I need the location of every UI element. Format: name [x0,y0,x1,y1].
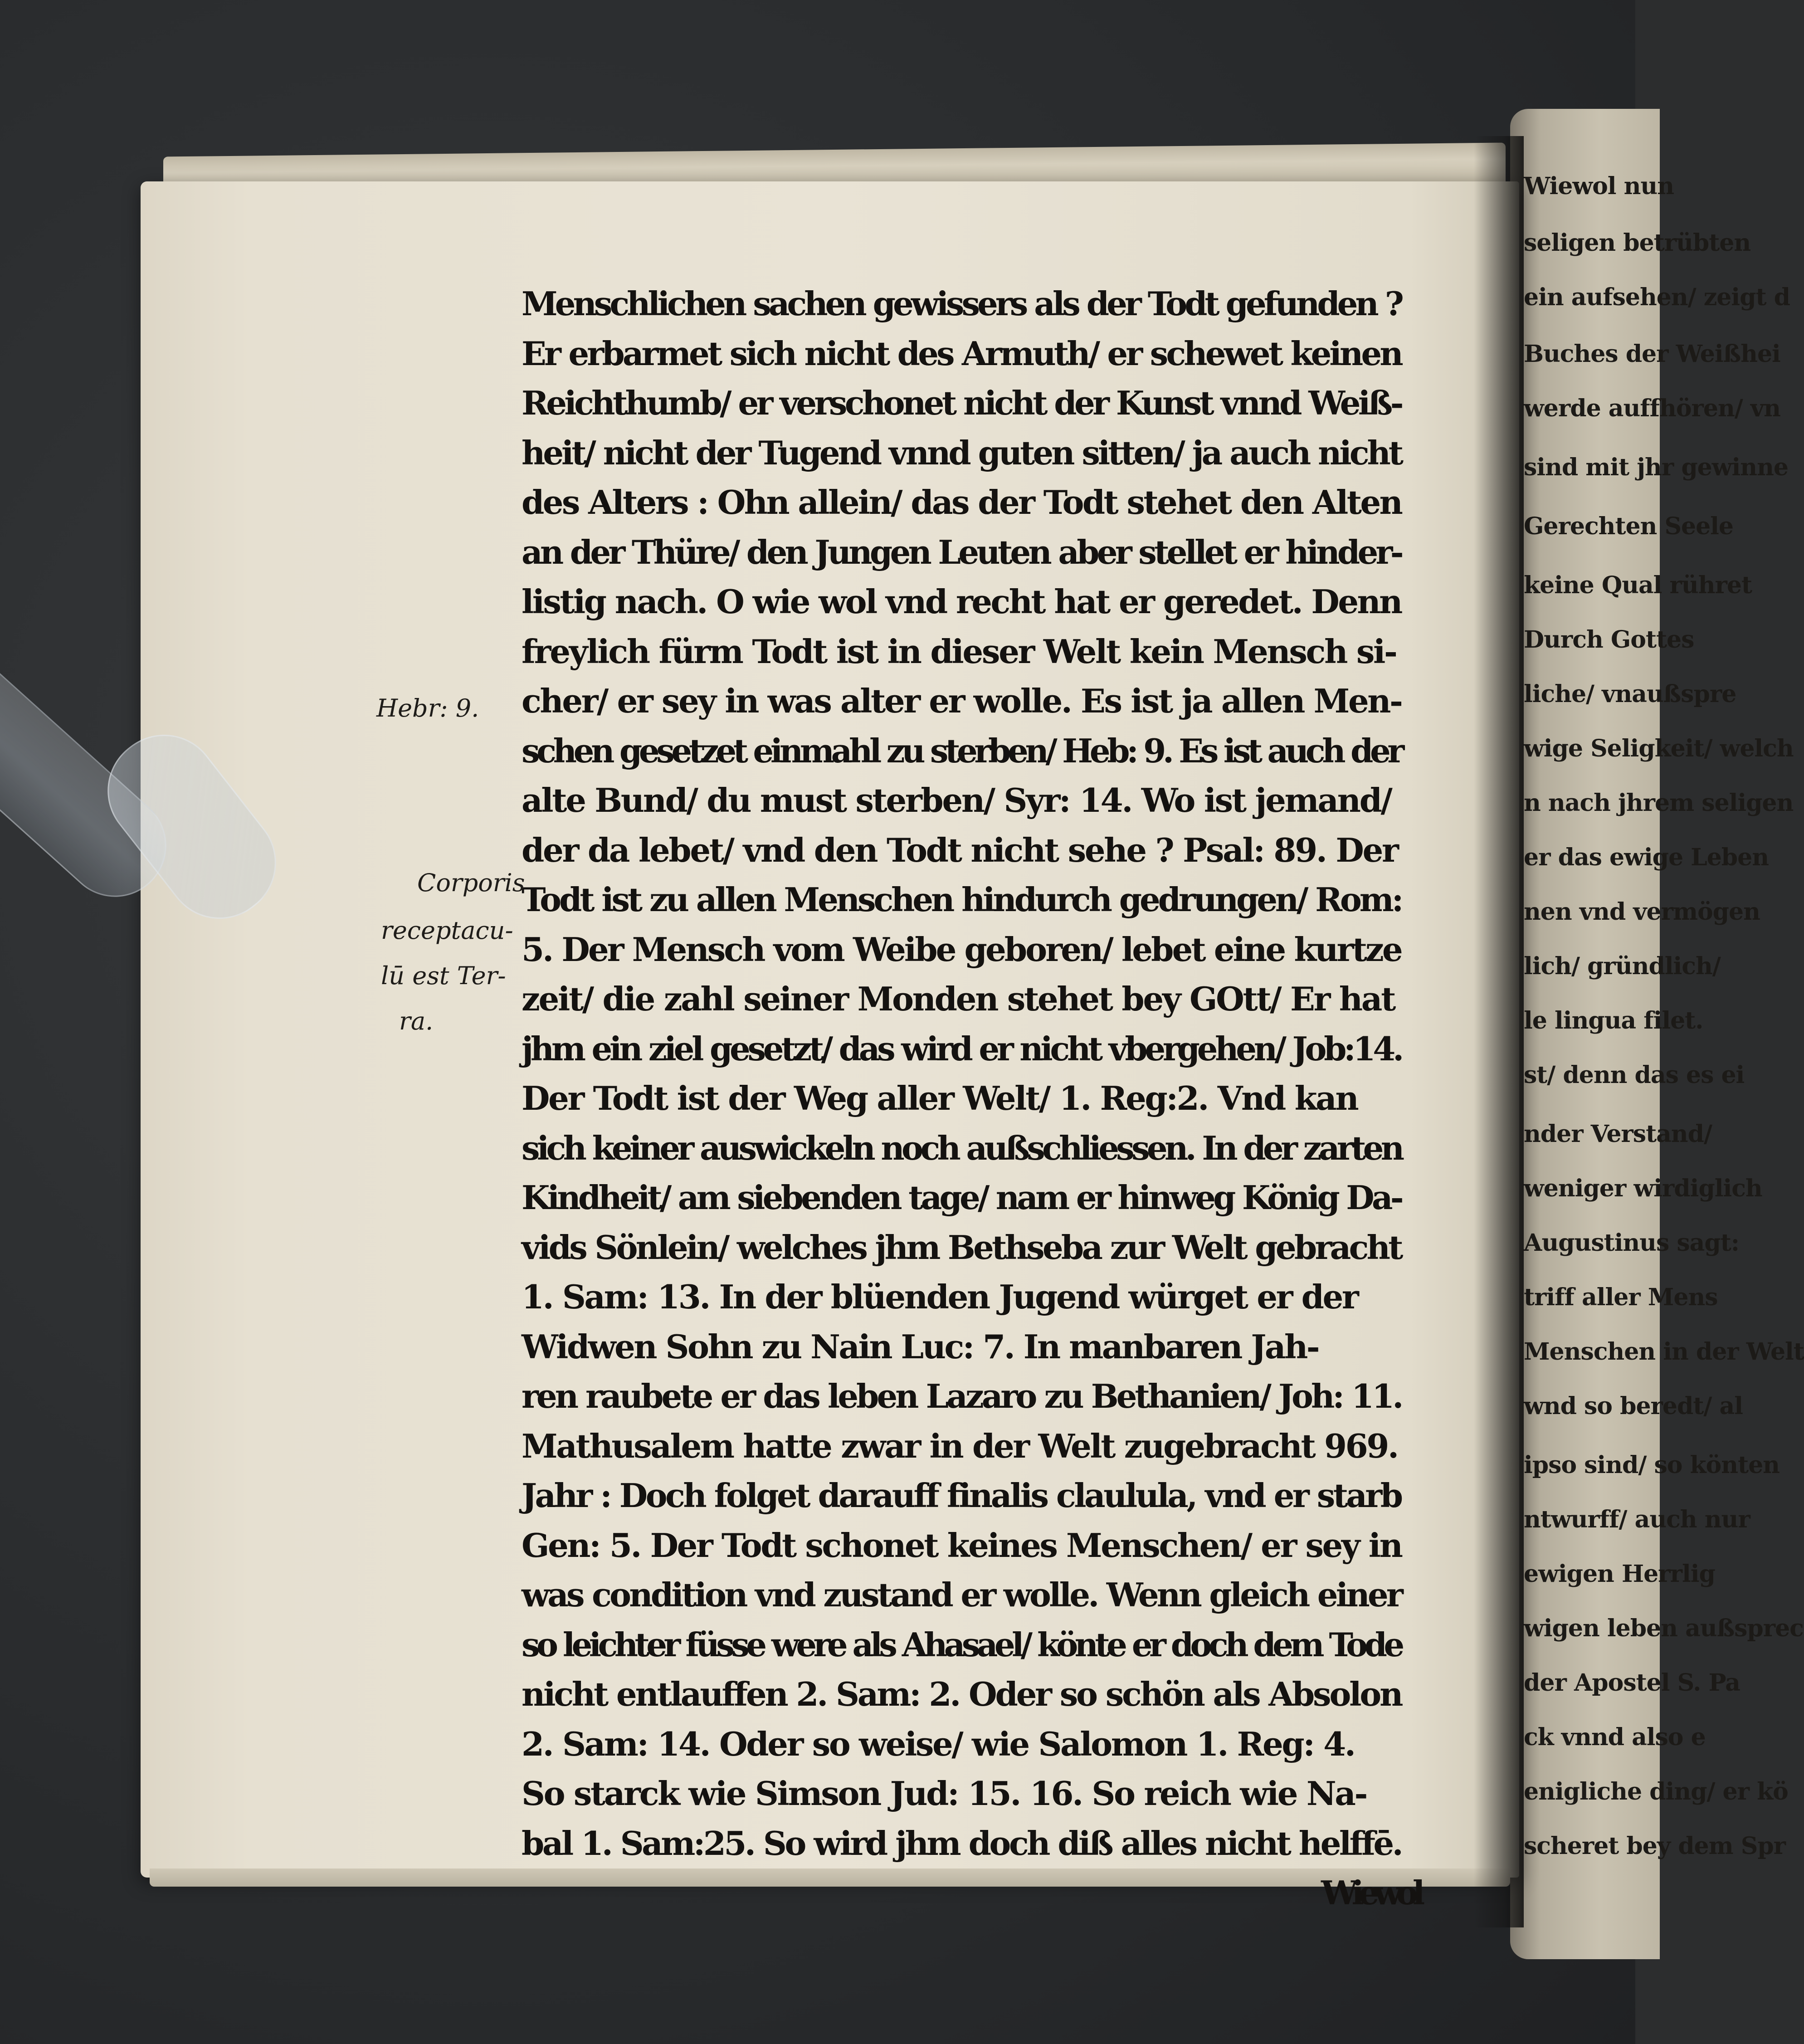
right-page [1510,109,1804,1959]
text-line: sich keiner auswickeln noch außschliessen. In der zarten [522,1128,1402,1167]
right-page-text-line: er das ewige Leben [1524,844,1769,871]
right-page-text-line: ein aufsehen/ zeigt d [1524,283,1790,311]
marginal-note-corporis-line-3: lū est Ter- [381,961,506,990]
catchword: Wiewol [1321,1873,1419,1912]
right-page-text-line: Durch Gottes [1524,626,1694,654]
text-line: Gen: 5. Der Todt schonet keines Menschen/ er sey in [522,1526,1402,1565]
text-line: so leichter füsse were als Ahasael/ könte er doch dem Tode [522,1625,1401,1664]
right-page-text-line: Buches der Weißhei [1524,340,1780,368]
right-page-text-line: ntwurff/ auch nur [1524,1506,1750,1533]
text-line: jhm ein ziel gesetzt/ das wird er nicht vbergehen/ Job:14. [522,1029,1401,1068]
text-line: heit/ nicht der Tugend vnnd guten sitten/ ja auch nicht [522,433,1401,472]
text-line: 1. Sam: 13. In der blüenden Jugend würget er der [522,1278,1358,1316]
right-page-text-line: ck vnnd also e [1524,1723,1706,1751]
text-line: der da lebet/ vnd den Todt nicht sehe ? Psal: 89. Der [522,830,1398,869]
right-page-text-line: wnd so beredt/ al [1524,1392,1743,1420]
text-line: 5. Der Mensch vom Weibe geboren/ lebet eine kurtze [522,930,1401,969]
right-page-text-line: nen vnd vermögen [1524,898,1760,926]
text-line: Mathusalem hatte zwar in der Welt zugebracht 969. [522,1426,1398,1465]
text-line: an der Thüre/ den Jungen Leuten aber stellet er hinder- [522,532,1401,571]
right-page-text-line: Wiewol nun [1524,172,1674,200]
right-page-text-line: sind mit jhr gewinne [1524,454,1788,481]
right-page-text-line: ewigen Herrlig [1524,1560,1715,1588]
right-page-text-line: lich/ gründlich/ [1524,952,1721,980]
text-line: vids Sönlein/ welches jhm Bethseba zur Welt gebracht [522,1228,1401,1267]
text-line: listig nach. O wie wol vnd recht hat er geredet. Denn [522,582,1401,621]
right-page-text-line: wige Seligkeit/ welch [1524,735,1794,762]
text-line: Der Todt ist der Weg aller Welt/ 1. Reg:2. Vnd kan [522,1079,1358,1117]
right-page-text-line: n nach jhrem seligen [1524,789,1794,817]
right-page-text-line: enigliche ding/ er kö [1524,1778,1788,1805]
text-line: alte Bund/ du must sterben/ Syr: 14. Wo ist jemand/ [522,781,1391,820]
right-page-text-line: liche/ vnaußspre [1524,680,1736,708]
text-line: des Alters : Ohn allein/ das der Todt stehet den Alten [522,483,1402,522]
right-page-text-line: Menschen in der Welt [1524,1338,1804,1366]
right-page-text-line: Gerechten Seele [1524,512,1734,540]
text-line: Er erbarmet sich nicht des Armuth/ er schewet keinen [522,334,1401,373]
right-page-text-line: keine Qual rühret [1524,571,1752,599]
right-page-text-line: le lingua filet. [1524,1007,1703,1034]
right-page-text-line: weniger wirdiglich [1524,1175,1762,1202]
marginal-note-corporis-line-1: Corporis [417,868,525,897]
text-line: zeit/ die zahl seiner Monden stehet bey GOtt/ Er hat [522,980,1394,1018]
right-page-text-line: ipso sind/ so könten [1524,1451,1780,1479]
text-line: cher/ er sey in was alter er wolle. Es ist ja allen Men- [522,682,1402,720]
text-line: Kindheit/ am siebenden tage/ nam er hinweg König Da- [522,1178,1401,1217]
right-page-text-line: scheret bey dem Spr [1524,1832,1786,1860]
marginal-note-corporis-line-2: receptacu- [381,916,513,945]
text-line: freylich fürm Todt ist in dieser Welt kein Mensch si- [522,632,1396,671]
text-line: was condition vnd zustand er wolle. Wenn gleich einer [522,1576,1401,1614]
text-line: Menschlichen sachen gewissers als der Todt gefunden ? [522,284,1401,323]
text-line: schen gesetzet einmahl zu sterben/ Heb: 9. Es ist auch der [522,731,1402,770]
book-gutter-shadow [1474,136,1524,1927]
right-page-text-line: Augustinus sagt: [1524,1229,1739,1257]
right-page-text-line: triff aller Mens [1524,1283,1718,1311]
right-page-text-line: seligen betrübten [1524,229,1751,257]
right-page-text-line: werde auffhören/ vn [1524,395,1780,422]
marginal-note-hebr: Hebr: 9. [376,694,479,722]
text-line: So starck wie Simson Jud: 15. 16. So reich wie Na- [522,1774,1367,1813]
text-line: ren raubete er das leben Lazaro zu Bethanien/ Joh: 11. [522,1377,1402,1415]
right-page-text-line: nder Verstand/ [1524,1120,1712,1148]
right-page-text-line: st/ denn das es ei [1524,1061,1745,1089]
text-line: Widwen Sohn zu Nain Luc: 7. In manbaren Jah- [522,1327,1319,1366]
text-line: 2. Sam: 14. Oder so weise/ wie Salomon 1. Reg: 4. [522,1724,1355,1763]
text-line: nicht entlauffen 2. Sam: 2. Oder so schön als Absolon [522,1675,1402,1713]
text-line: Reichthumb/ er verschonet nicht der Kunst vnnd Weiß- [522,384,1401,422]
marginal-note-corporis-line-4: ra. [399,1007,434,1035]
text-line: Todt ist zu allen Menschen hindurch gedrungen/ Rom: [522,880,1402,919]
text-line: Jahr : Doch folget darauff finalis claulula, vnd er starb [522,1476,1401,1515]
right-page-text-line: der Apostel S. Pa [1524,1669,1740,1697]
right-page-text-line: wigen leben außsprec [1524,1615,1804,1642]
main-text-block [522,279,1429,1918]
text-line: bal 1. Sam:25. So wird jhm doch diß alles nicht helffē. [522,1824,1402,1863]
